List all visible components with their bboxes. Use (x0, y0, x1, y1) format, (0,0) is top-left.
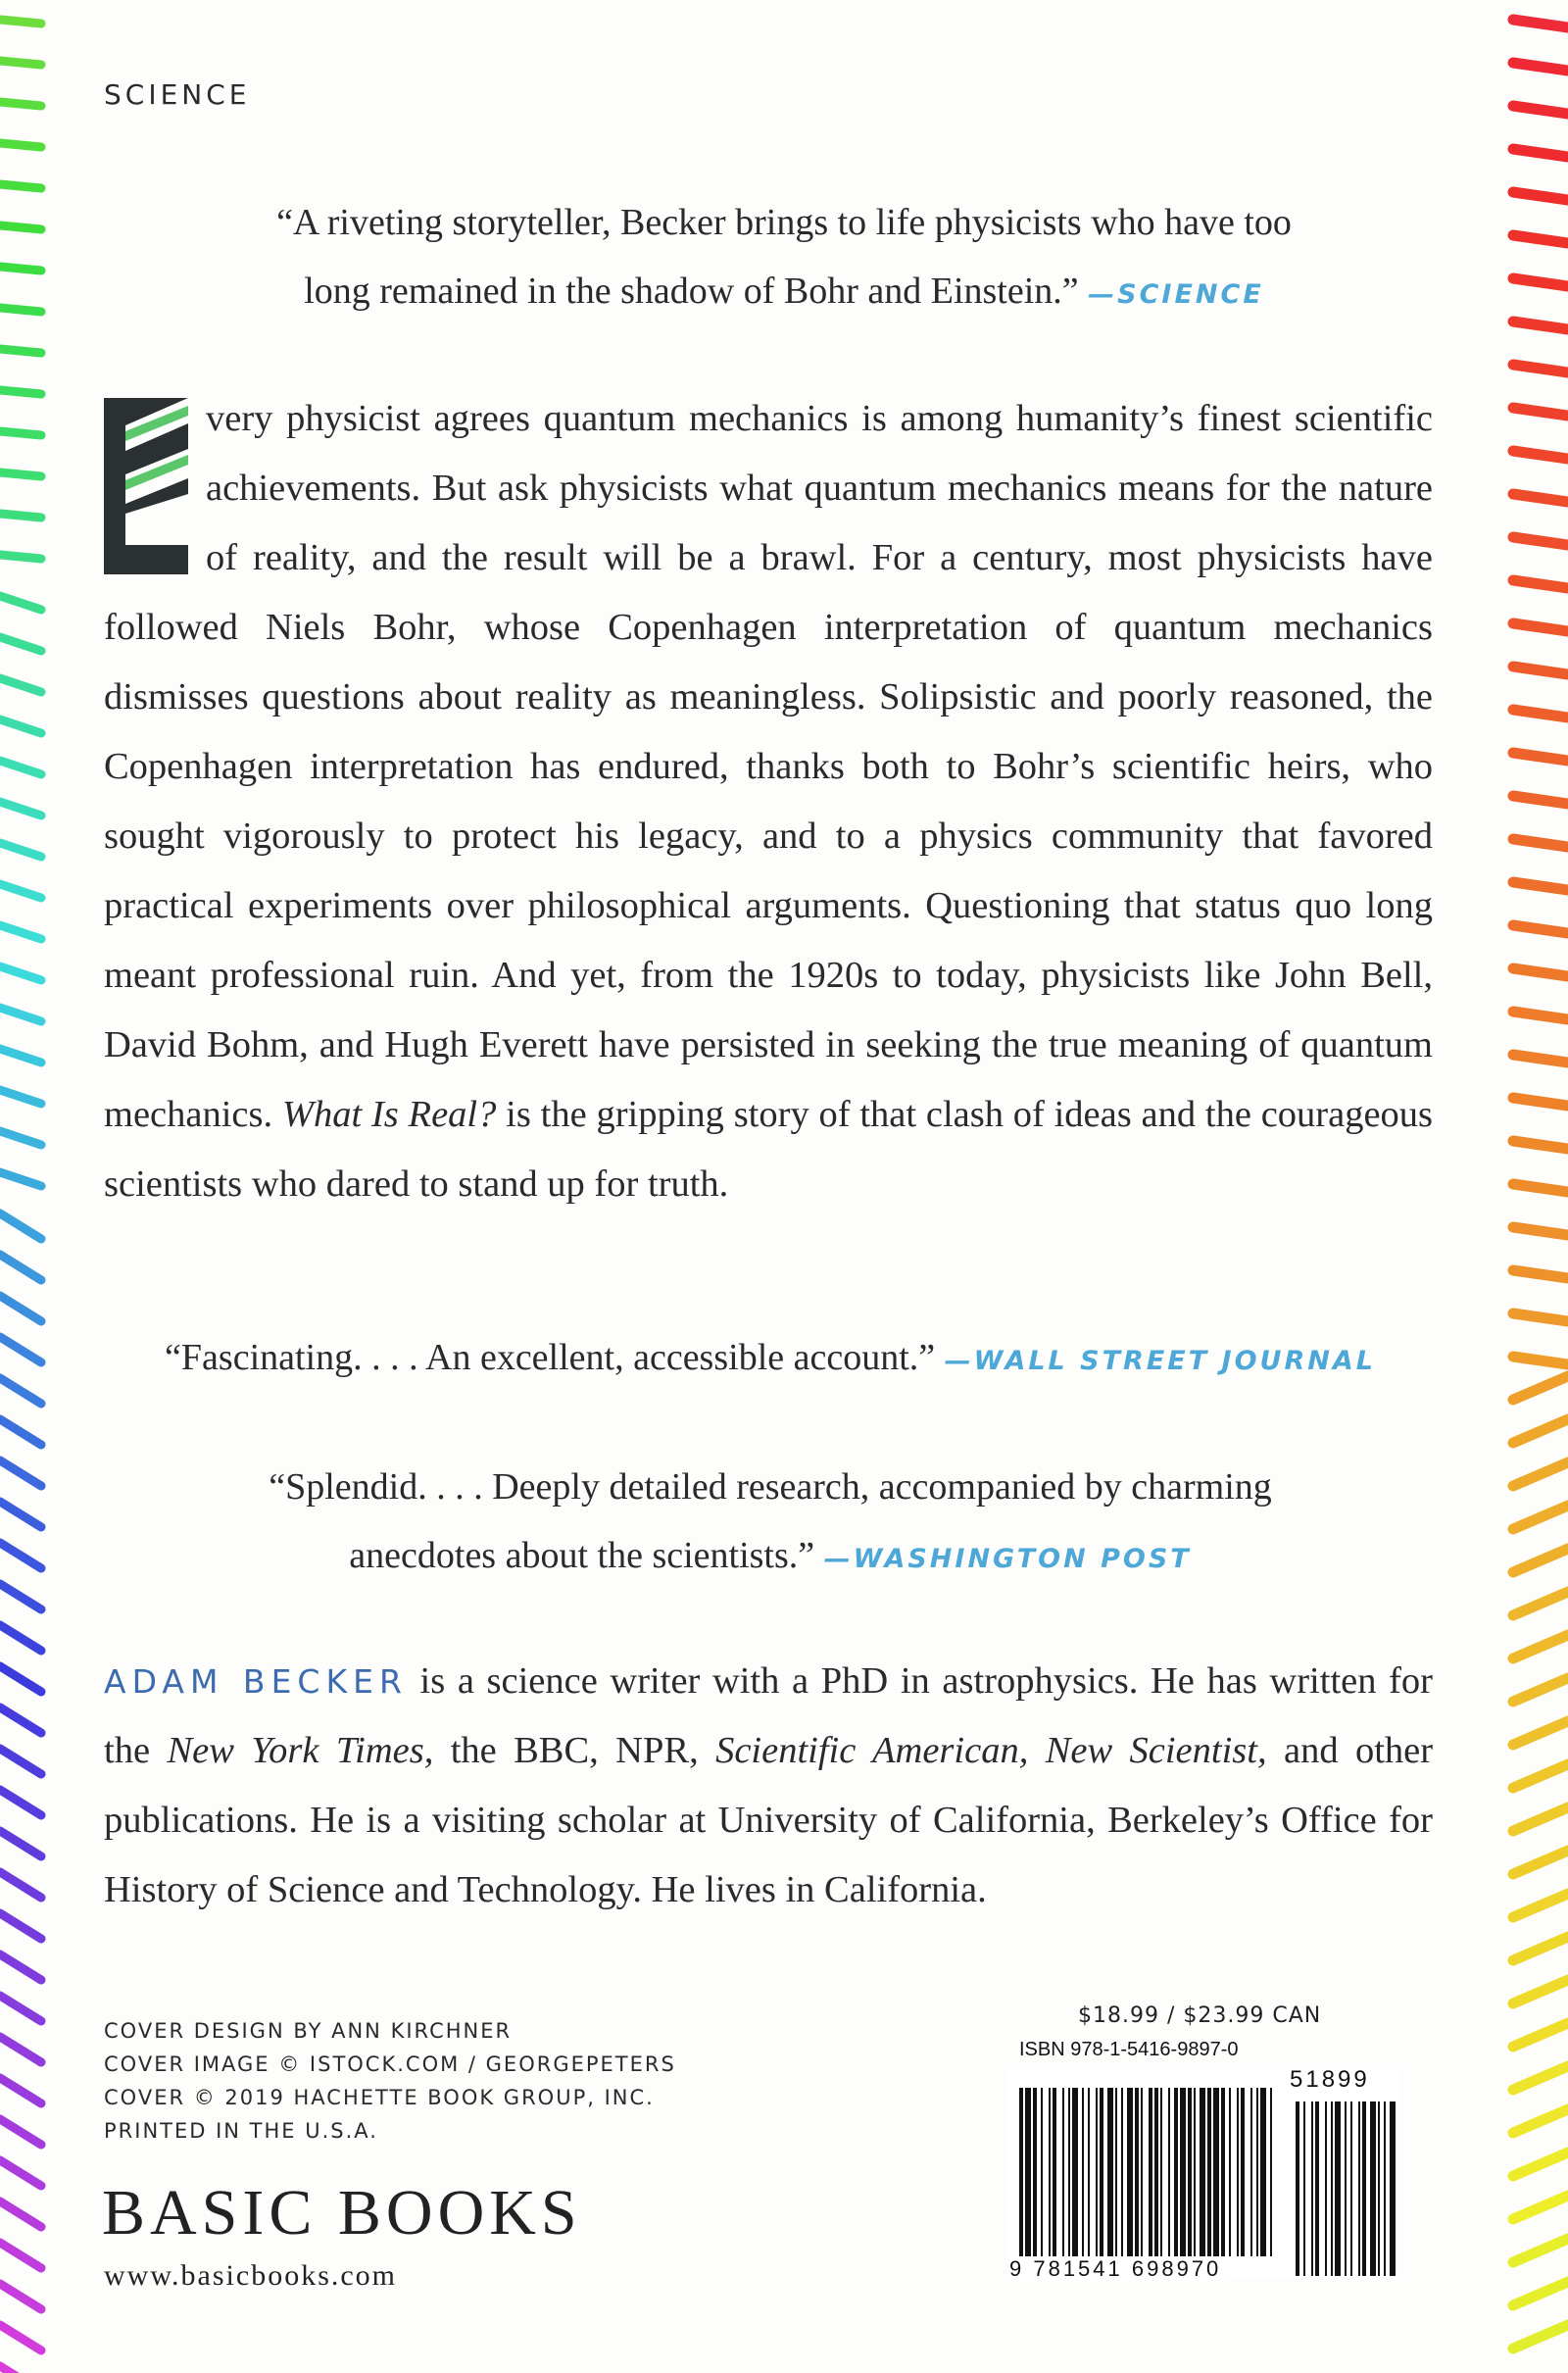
barcode-bar (1149, 2088, 1152, 2256)
rainbow-stripe (1513, 1357, 1568, 1364)
rainbow-stripe (0, 2366, 41, 2373)
barcode-bar (1154, 2088, 1158, 2256)
rainbow-stripe (0, 1378, 41, 1404)
rainbow-stripe (0, 1502, 41, 1527)
rainbow-stripe (1513, 1012, 1568, 1019)
rainbow-stripe (1513, 796, 1568, 804)
barcode-bar (1362, 2101, 1366, 2276)
quote-line: long remained in the shadow of Bohr and Einstein.” (304, 271, 1079, 312)
rainbow-stripe (1513, 1270, 1568, 1278)
author-name: ADAM BECKER (104, 1662, 408, 1701)
credit-line: COVER DESIGN BY ANN KIRCHNER (104, 2019, 513, 2043)
barcode-bar (1168, 2088, 1170, 2256)
quote-washington-post (104, 1453, 1437, 1594)
rainbow-stripe (1513, 20, 1568, 27)
rainbow-stripe (1513, 1184, 1568, 1192)
rainbow-stripe (0, 1666, 41, 1692)
rainbow-stripe (1513, 2023, 1568, 2047)
quote-source: —SCIENCE (1088, 279, 1264, 310)
barcode-bar (1315, 2101, 1319, 2276)
rainbow-stripe (0, 802, 41, 816)
rainbow-stripe (1513, 1851, 1568, 1874)
rainbow-stripe (1513, 968, 1568, 976)
barcode-bar (1049, 2088, 1051, 2256)
rainbow-stripe (1513, 1419, 1568, 1443)
barcode-bar (1378, 2101, 1380, 2276)
barcode-bar (1033, 2088, 1037, 2256)
bio-text: and other publications. He is a visiting scholar at University of California, Berkeley’s Office for History of Science and Technology. He lives in California. (104, 1730, 1434, 1910)
rainbow-stripe (0, 1131, 41, 1145)
rainbow-stripe (0, 1996, 41, 2021)
barcode-bar (1229, 2088, 1231, 2256)
barcode-bar (1096, 2088, 1098, 2256)
barcode-bar (1325, 2101, 1327, 2276)
barcode-bar (1384, 2101, 1386, 2276)
barcode-bar (1062, 2088, 1064, 2256)
barcode-bar (1180, 2088, 1186, 2256)
barcode-bar (1041, 2088, 1043, 2256)
publisher-url: www.basicbooks.com (104, 2259, 398, 2292)
barcode-bar (1303, 2101, 1305, 2276)
quote-line: “Fascinating. . . . An excellent, accessible account.” (165, 1337, 936, 1378)
barcode-bar (1115, 2088, 1117, 2256)
barcode-bar (1025, 2088, 1031, 2256)
dropcap-e-graphic (104, 398, 188, 574)
quote-line: “A riveting storyteller, Becker brings to life physicists who have too (276, 202, 1292, 243)
rainbow-stripe (0, 1584, 41, 1609)
rainbow-stripe (1513, 2152, 1568, 2176)
rainbow-stripe (0, 514, 41, 518)
rainbow-stripe (1513, 2109, 1568, 2133)
barcode-bar (1311, 2101, 1313, 2276)
credit-line: PRINTED IN THE U.S.A. (104, 2119, 378, 2143)
rainbow-stripe (0, 1049, 41, 1063)
book-title: What Is Real? (281, 1094, 497, 1135)
cover-credits (104, 2014, 676, 2148)
description-text: very physicist agrees quantum mechanics is among humanity’s finest scientific achievements. But ask physicists what quantum mechanics means for the nature of reality, and the result will be a brawl. For a century, most physicists have followed Niels Bohr, whose Copenhagen interpretation of quantum mechanics dismisses questions about reality as meaningless. Solipsistic and poorly reasoned, the Copenhagen interpretation has endured, thanks both to Bohr’s scientific heirs, who sought vigorously to protect his legacy, and to a physics community that favored practical experiments over philosophical arguments. Questioning that status quo long meant professional ruin. And yet, from the 1920s to today, physicists like John Bell, David Bohm, and Hugh Everett have persisted in seeking the true meaning of quantum mechanics. (104, 398, 1433, 1135)
rainbow-stripe (0, 1749, 41, 1774)
rainbow-stripe (0, 1913, 41, 1939)
rainbow-stripe (1513, 1227, 1568, 1235)
rainbow-stripe (0, 1872, 41, 1898)
rainbow-stripe (1513, 106, 1568, 114)
rainbow-stripe (1513, 149, 1568, 157)
rainbow-stripe (1513, 451, 1568, 459)
rainbow-stripe (1513, 1980, 1568, 2003)
rainbow-stripe (1513, 1549, 1568, 1572)
rainbow-stripe (1513, 2282, 1568, 2305)
barcode-bar (1221, 2088, 1225, 2256)
rainbow-stripe (1513, 753, 1568, 761)
rainbow-stripe (0, 308, 41, 312)
rainbow-stripe (1513, 1678, 1568, 1702)
rainbow-stripe (1513, 2066, 1568, 2090)
rainbow-stripe (0, 596, 41, 610)
rainbow-stripe (0, 1543, 41, 1568)
barcode-bar (1237, 2088, 1239, 2256)
rainbow-stripe (0, 925, 41, 939)
price-label: $18.99 / $23.99 CAN (1078, 2003, 1322, 2028)
rainbow-stripe (1513, 537, 1568, 545)
rainbow-stripe (1513, 1807, 1568, 1831)
barcode-bar (1072, 2088, 1078, 2256)
rainbow-stripe (0, 2160, 41, 2186)
barcode-bar (1331, 2101, 1333, 2276)
barcode-bar (1358, 2101, 1360, 2276)
rainbow-stripe (0, 637, 41, 651)
rainbow-stripe (0, 2325, 41, 2350)
barcode-bar (1188, 2088, 1192, 2256)
rainbow-stripe (1513, 1055, 1568, 1063)
rainbow-stripe (0, 2037, 41, 2062)
barcode-bar (1370, 2101, 1376, 2276)
rainbow-stripe (0, 1419, 41, 1445)
barcode-supplement-digits: 51899 (1290, 2066, 1370, 2093)
rainbow-stripe (0, 555, 41, 559)
rainbow-stripe (0, 225, 41, 229)
barcode-bar (1082, 2088, 1084, 2256)
barcode-bar (1256, 2088, 1258, 2256)
barcode-bar (1270, 2088, 1272, 2256)
rainbow-stripe (1513, 321, 1568, 329)
rainbow-stripe (1513, 882, 1568, 890)
rainbow-stripe (0, 2243, 41, 2268)
rainbow-stripe (0, 267, 41, 271)
rainbow-stripe (0, 102, 41, 106)
rainbow-stripe (0, 966, 41, 980)
rainbow-stripe (1513, 1721, 1568, 1745)
barcode-bar (1053, 2088, 1056, 2256)
quote-science (147, 188, 1421, 329)
rainbow-stripe (1513, 1894, 1568, 1917)
rainbow-stripe (1513, 1937, 1568, 1960)
barcode-bar (1019, 2088, 1023, 2256)
barcode-digits: 9 781541 698970 (1009, 2256, 1225, 2282)
barcode-bar (1174, 2088, 1178, 2256)
quote-line: anecdotes about the scientists.” (349, 1535, 815, 1576)
barcode-bar (1100, 2088, 1103, 2256)
barcode-bar (1335, 2101, 1341, 2276)
barcode-bar (1160, 2088, 1162, 2256)
rainbow-stripe (1513, 925, 1568, 933)
rainbow-stripe (0, 349, 41, 353)
rainbow-stripe (0, 1090, 41, 1104)
rainbow-stripe (0, 719, 41, 733)
quote-source: —WASHINGTON POST (823, 1544, 1192, 1574)
right-rainbow-stripes (1499, 0, 1568, 2373)
barcode-bar (1260, 2088, 1266, 2256)
rainbow-stripe (1513, 278, 1568, 286)
bio-text: is a science writer with a PhD in astrophysics. He has written for the (104, 1660, 1433, 1771)
rainbow-stripe (1513, 2239, 1568, 2262)
barcode-bar (1068, 2088, 1070, 2256)
rainbow-stripe (1513, 192, 1568, 200)
rainbow-stripe (0, 884, 41, 898)
rainbow-stripe (1513, 580, 1568, 588)
barcode-bar (1135, 2088, 1139, 2256)
rainbow-stripe (0, 1954, 41, 1980)
rainbow-stripe (1513, 1592, 1568, 1615)
barcode-bar (1213, 2088, 1219, 2256)
rainbow-stripe (1513, 1313, 1568, 1321)
rainbow-stripe (0, 1296, 41, 1321)
credit-line: COVER © 2019 HACHETTE BOOK GROUP, INC. (104, 2086, 655, 2109)
book-description (104, 384, 1433, 1219)
rainbow-stripe (0, 2201, 41, 2227)
author-bio (104, 1647, 1433, 1925)
rainbow-stripe (1513, 1376, 1568, 1400)
rainbow-stripe (0, 472, 41, 476)
rainbow-stripe (0, 143, 41, 147)
barcode-bar (1088, 2088, 1090, 2256)
rainbow-stripe (0, 1213, 41, 1239)
rainbow-stripe (0, 431, 41, 435)
quote-source: —WALL STREET JOURNAL (944, 1346, 1376, 1376)
rainbow-stripe (0, 1460, 41, 1486)
rainbow-stripe (1513, 1506, 1568, 1529)
rainbow-stripe (1513, 63, 1568, 71)
rainbow-stripe (0, 2284, 41, 2309)
barcode (1009, 2068, 1401, 2279)
isbn-label: ISBN 978-1-5416-9897-0 (1019, 2039, 1239, 2060)
description-text-end: is the gripping story of that clash of ideas and the courageous scientists who dared to stand up for truth. (104, 1094, 1434, 1205)
bio-text: the BBC, NPR, (450, 1730, 699, 1771)
rainbow-stripe (0, 2119, 41, 2145)
barcode-bar (1345, 2101, 1347, 2276)
rainbow-stripe (1513, 408, 1568, 416)
barcode-bar (1200, 2088, 1205, 2256)
rainbow-stripe (1513, 623, 1568, 631)
rainbow-stripe (0, 1255, 41, 1280)
barcode-bar (1107, 2088, 1113, 2256)
rainbow-stripe (1513, 1764, 1568, 1788)
quote-line: “Splendid. . . . Deeply detailed research, accompanied by charming (269, 1466, 1272, 1508)
barcode-bar (1121, 2088, 1123, 2256)
rainbow-stripe (0, 2078, 41, 2103)
barcode-bar (1390, 2101, 1396, 2276)
rainbow-stripe (0, 761, 41, 774)
rainbow-stripe (1513, 2196, 1568, 2219)
rainbow-stripe (1513, 1141, 1568, 1149)
rainbow-stripe (0, 843, 41, 857)
barcode-bar (1207, 2088, 1211, 2256)
barcode-bar (1250, 2088, 1252, 2256)
rainbow-stripe (0, 1172, 41, 1186)
barcode-bar (1141, 2088, 1143, 2256)
rainbow-stripe (0, 61, 41, 65)
rainbow-stripe (0, 1008, 41, 1021)
credit-line: COVER IMAGE © ISTOCK.COM / GEORGEPETERS (104, 2052, 676, 2076)
barcode-bar (1127, 2088, 1133, 2256)
barcode-bar (1194, 2088, 1196, 2256)
rainbow-stripe (0, 678, 41, 692)
rainbow-stripe (1513, 235, 1568, 243)
rainbow-stripe (1513, 494, 1568, 502)
bio-publication: Scientific American, New Scientist, (715, 1730, 1267, 1771)
rainbow-stripe (1513, 839, 1568, 847)
bio-publication: New York Times, (167, 1730, 434, 1771)
publisher-name: BASIC BOOKS (102, 2177, 582, 2249)
barcode-bar (1296, 2101, 1299, 2276)
rainbow-stripe (0, 1625, 41, 1651)
rainbow-stripe (1513, 1462, 1568, 1486)
rainbow-stripe (0, 1707, 41, 1733)
category-label: SCIENCE (104, 78, 251, 111)
rainbow-stripe (0, 1337, 41, 1362)
barcode-bar (1241, 2088, 1245, 2256)
quote-wsj (104, 1323, 1437, 1396)
rainbow-stripe (1513, 365, 1568, 372)
rainbow-stripe (0, 184, 41, 188)
rainbow-stripe (1513, 667, 1568, 674)
barcode-bar (1350, 2101, 1352, 2276)
rainbow-stripe (1513, 710, 1568, 717)
rainbow-stripe (1513, 1635, 1568, 1658)
rainbow-stripe (0, 390, 41, 394)
rainbow-stripe (0, 1831, 41, 1856)
left-rainbow-stripes (0, 0, 69, 2373)
rainbow-stripe (0, 20, 41, 24)
rainbow-stripe (1513, 2325, 1568, 2348)
rainbow-stripe (1513, 1098, 1568, 1106)
rainbow-stripe (0, 1790, 41, 1815)
